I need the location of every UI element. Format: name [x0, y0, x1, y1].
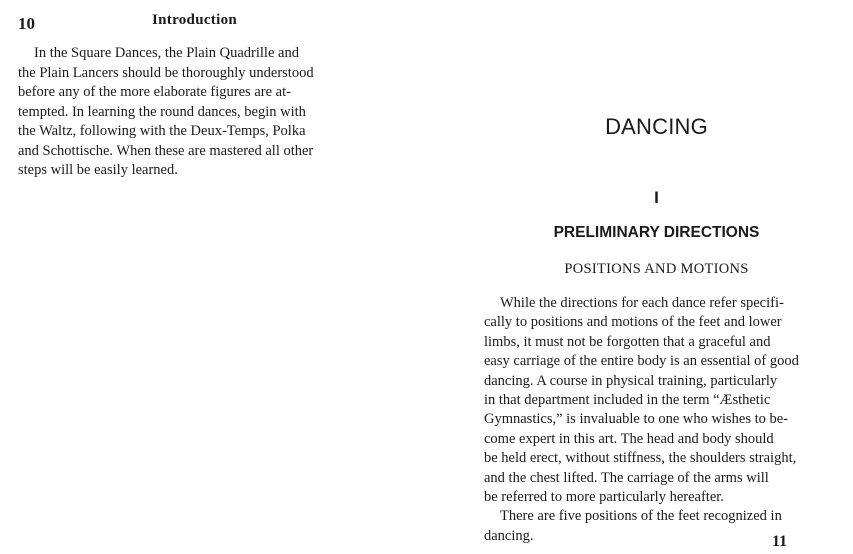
running-head: Introduction: [152, 12, 238, 28]
paragraph-line: cally to positions and motions of the feet and lower: [484, 314, 782, 331]
paragraph-line: There are five positions of the feet recognized in: [500, 508, 782, 525]
paragraph-line: steps will be easily learned.: [18, 162, 178, 178]
left-page: [0, 0, 400, 554]
paragraph-line: and Schottische. When these are mastered all other: [18, 142, 314, 159]
body-text: [484, 294, 834, 546]
paragraph-line: and the chest lifted. The carriage of the arms will: [484, 469, 769, 486]
chapter-number: I: [654, 188, 659, 207]
page-number-right: 11: [772, 533, 788, 550]
paragraph-line: before any of the more elaborate figures are at-: [18, 84, 291, 100]
paragraph-line: easy carriage of the entire body is an essential of good: [484, 353, 799, 370]
paragraph-line: tempted. In learning the round dances, begin with: [18, 103, 306, 120]
introduction-paragraph: [18, 44, 368, 181]
paragraph-line: the Plain Lancers should be thoroughly understood: [18, 64, 314, 81]
paragraph-line: dancing. A course in physical training, particularly: [484, 372, 778, 389]
paragraph-line: dancing.: [484, 527, 534, 544]
paragraph-line: While the directions for each dance refer specifi-: [500, 295, 784, 311]
paragraph-line: in that department included in the term “Æsthetic: [484, 392, 771, 409]
paragraph-line: In the Square Dances, the Plain Quadrille and: [34, 45, 299, 61]
subsection-title: POSITIONS AND MOTIONS: [564, 261, 749, 277]
paragraph-line: be referred to more particularly hereafter.: [484, 489, 724, 506]
paragraph-line: the Waltz, following with the Deux-Temps, Polka: [18, 123, 306, 139]
paragraph-line: be held erect, without stiffness, the shoulders straight,: [484, 450, 797, 467]
paragraph-line: Gymnastics,” is invaluable to one who wishes to be-: [484, 411, 789, 428]
chapter-title: DANCING: [605, 114, 708, 139]
right-page: [460, 0, 853, 554]
paragraph-1: [484, 294, 834, 507]
paragraph-line: come expert in this art. The head and body should: [484, 430, 774, 447]
page-number-left: 10: [18, 14, 35, 33]
section-title: PRELIMINARY DIRECTIONS: [553, 224, 760, 241]
paragraph-line: limbs, it must not be forgotten that a graceful and: [484, 333, 771, 350]
